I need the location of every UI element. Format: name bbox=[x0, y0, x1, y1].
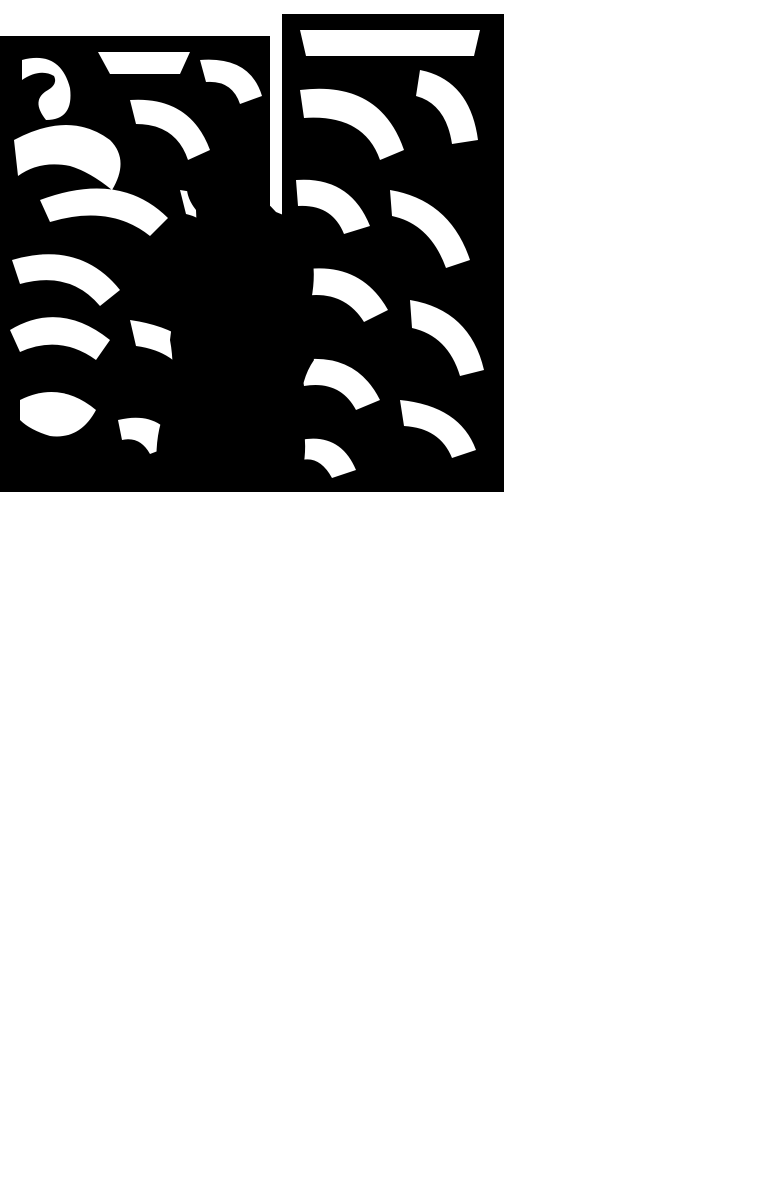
lattice-right-panel-icon bbox=[282, 14, 504, 492]
illustration bbox=[0, 0, 520, 492]
